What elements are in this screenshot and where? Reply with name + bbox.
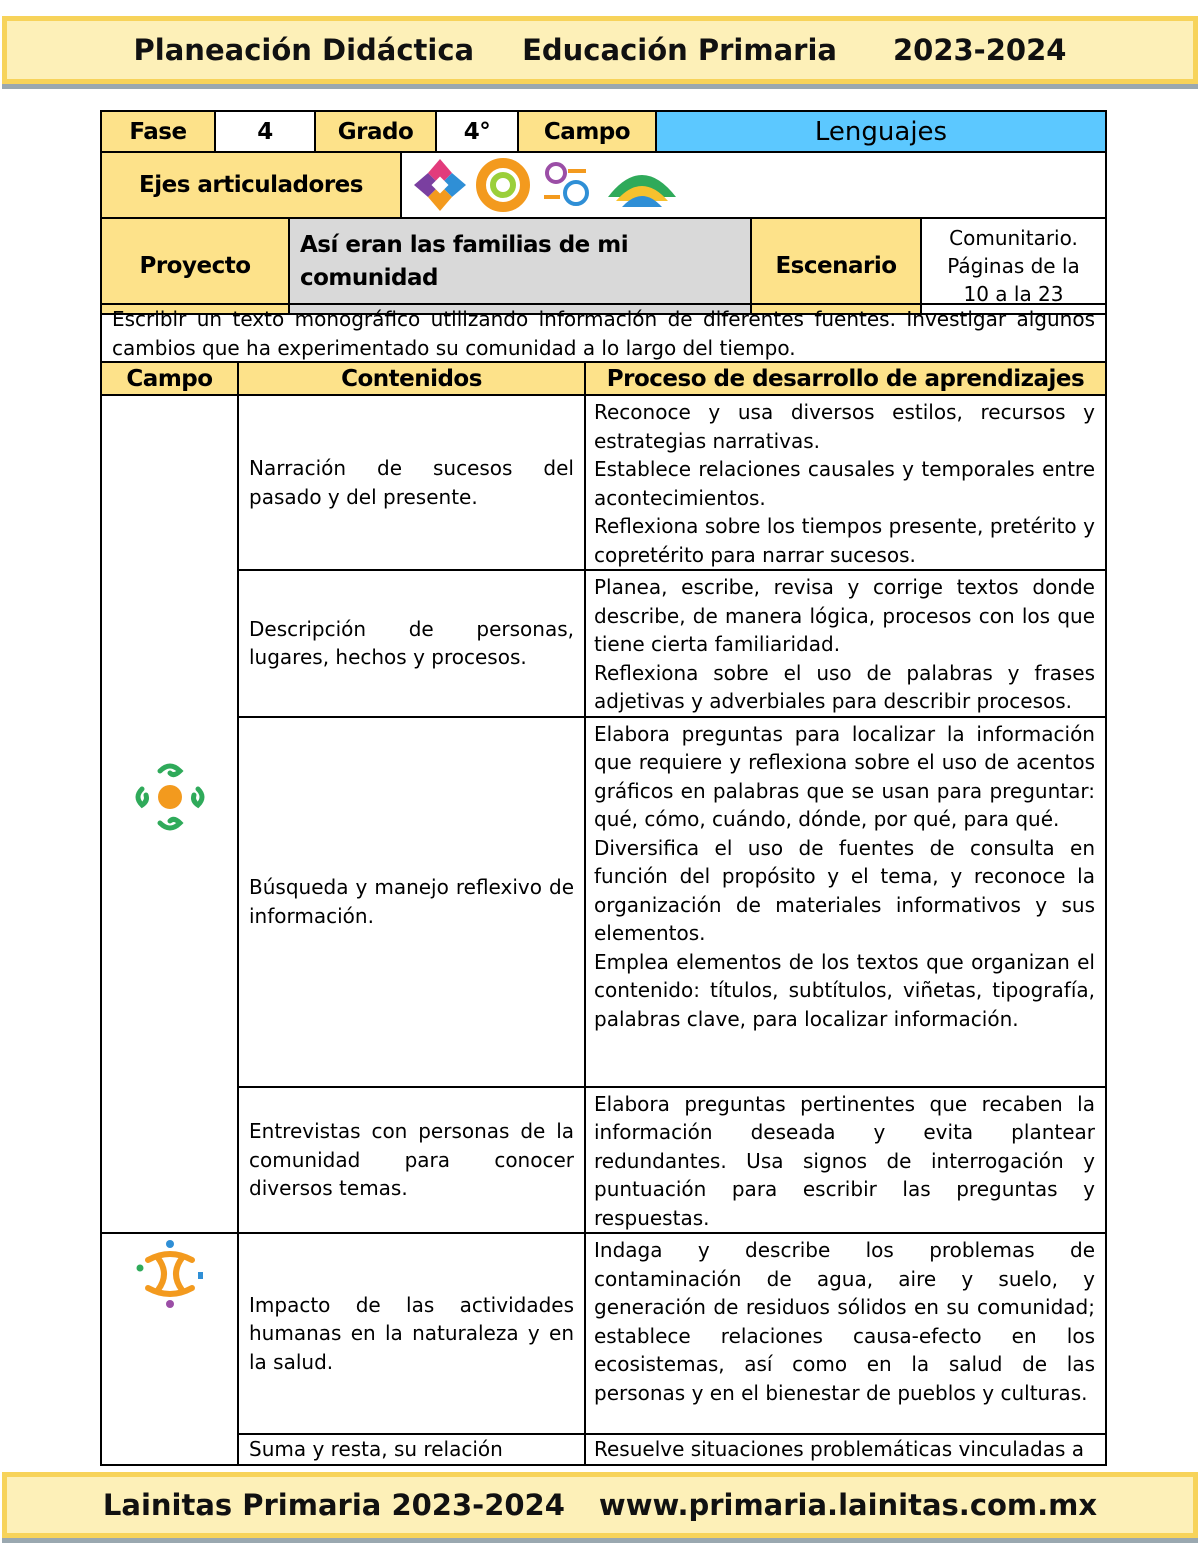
ejes-icons: [401, 152, 1106, 218]
header-year: 2023-2024: [892, 33, 1067, 67]
inclusion-icon: [412, 157, 468, 213]
table-row: [101, 395, 1106, 570]
contenido-cell: Impacto de las actividades humanas en la naturaleza y en la salud.: [238, 1233, 585, 1434]
proyecto-value: Así eran las familias de mi comunidad: [289, 218, 751, 314]
header-banner: [2, 16, 1198, 84]
fase-label: Fase: [101, 111, 215, 152]
table-row: [101, 1087, 1106, 1234]
campo-icon-cell-lenguajes: [101, 395, 238, 1233]
table-row: [101, 717, 1106, 1087]
project-description: Escribir un texto monográfico utilizando información de diferentes fuentes. Investigar algunos cambios que ha experimentado su comunidad a lo largo del tiempo.: [101, 304, 1106, 363]
contenido-cell: Narración de sucesos del pasado y del presente.: [238, 395, 585, 570]
contenido-cell: Descripción de personas, lugares, hechos y procesos.: [238, 570, 585, 717]
escenario-value: Comunitario. Páginas de la 10 a la 23: [921, 218, 1106, 314]
contenido-cell: Entrevistas con personas de la comunidad para conocer diversos temas.: [238, 1087, 585, 1234]
footer-banner: [2, 1472, 1198, 1538]
table-row: [101, 570, 1106, 717]
proceso-cell: Elabora preguntas para localizar la información que requiere y reflexiona sobre el uso de acentos gráficos en palabras que se usan para preguntar: qué, cómo, cuándo, dónde, por qué, para qué. Diversifica el uso de fuentes de consulta en función del propósito y el tema, y reconoce la organización de materiales informativos y sus elementos. Emplea elementos de los textos que organizan el contenido: títulos, subtítulos, viñetas, tipografía, palabras clave, para localizar información.: [585, 717, 1106, 1087]
footer-url: www.primaria.lainitas.com.mx: [598, 1488, 1098, 1522]
contenido-cell: Suma y resta, su relación: [238, 1434, 585, 1465]
pensamiento-critico-icon: [474, 157, 532, 213]
info-row-fase: [100, 110, 1107, 153]
campo-label: Campo: [518, 111, 656, 152]
lenguajes-campo-icon: [130, 757, 210, 837]
proceso-cell: Planea, escribe, revisa y corrige textos donde describe, de manera lógica, procesos con los que tiene cierta familiaridad. Reflexiona sobre el uso de palabras y frases adjetivas y adverbiales para describir procesos.: [585, 570, 1106, 717]
table-row: [101, 1434, 1106, 1465]
proceso-cell: Reconoce y usa diversos estilos, recursos y estrategias narrativas. Establece relaciones causales y temporales entre acontecimientos. Reflexiona sobre los tiempos presente, pretérito y copretérito para narrar sucesos.: [585, 395, 1106, 570]
campo-icon-cell-saberes: [101, 1233, 238, 1465]
header-contenidos: Contenidos: [238, 362, 585, 395]
proyecto-label: Proyecto: [101, 218, 289, 314]
table-row: [101, 1233, 1106, 1434]
header-campo: Campo: [101, 362, 238, 395]
grado-label: Grado: [315, 111, 436, 152]
fase-value: 4: [215, 111, 315, 152]
contenido-cell: Búsqueda y manejo reflexivo de información.: [238, 717, 585, 1087]
proceso-cell: Indaga y describe los problemas de contaminación de agua, aire y suelo, y generación de residuos sólidos en su comunidad; establece relaciones causa-efecto en los ecosistemas, así como en la salud de las personas y en el bienestar de pueblos y culturas.: [585, 1233, 1106, 1434]
proceso-cell: Resuelve situaciones problemáticas vinculadas a: [585, 1434, 1106, 1465]
project-description-row: [100, 303, 1107, 364]
header-title: Planeación Didáctica: [133, 33, 475, 67]
info-row-ejes: [100, 151, 1107, 219]
vida-saludable-icon: [602, 157, 682, 213]
footer-brand: Lainitas Primaria 2023-2024: [102, 1488, 565, 1522]
saberes-campo-icon: [130, 1238, 210, 1310]
contents-table: [100, 361, 1107, 1466]
grado-value: 4°: [436, 111, 518, 152]
header-proceso: Proceso de desarrollo de aprendizajes: [585, 362, 1106, 395]
campo-value: Lenguajes: [656, 111, 1106, 152]
header-level: Educación Primaria: [522, 33, 837, 67]
ejes-label: Ejes articuladores: [101, 152, 401, 218]
proceso-cell: Elabora preguntas pertinentes que recaben la información deseada y evita plantear redundantes. Usa signos de interrogación y puntuación para escribir las preguntas y respuestas.: [585, 1087, 1106, 1234]
info-row-proyecto: [100, 217, 1107, 315]
igualdad-genero-icon: [538, 157, 596, 213]
escenario-label: Escenario: [751, 218, 921, 314]
